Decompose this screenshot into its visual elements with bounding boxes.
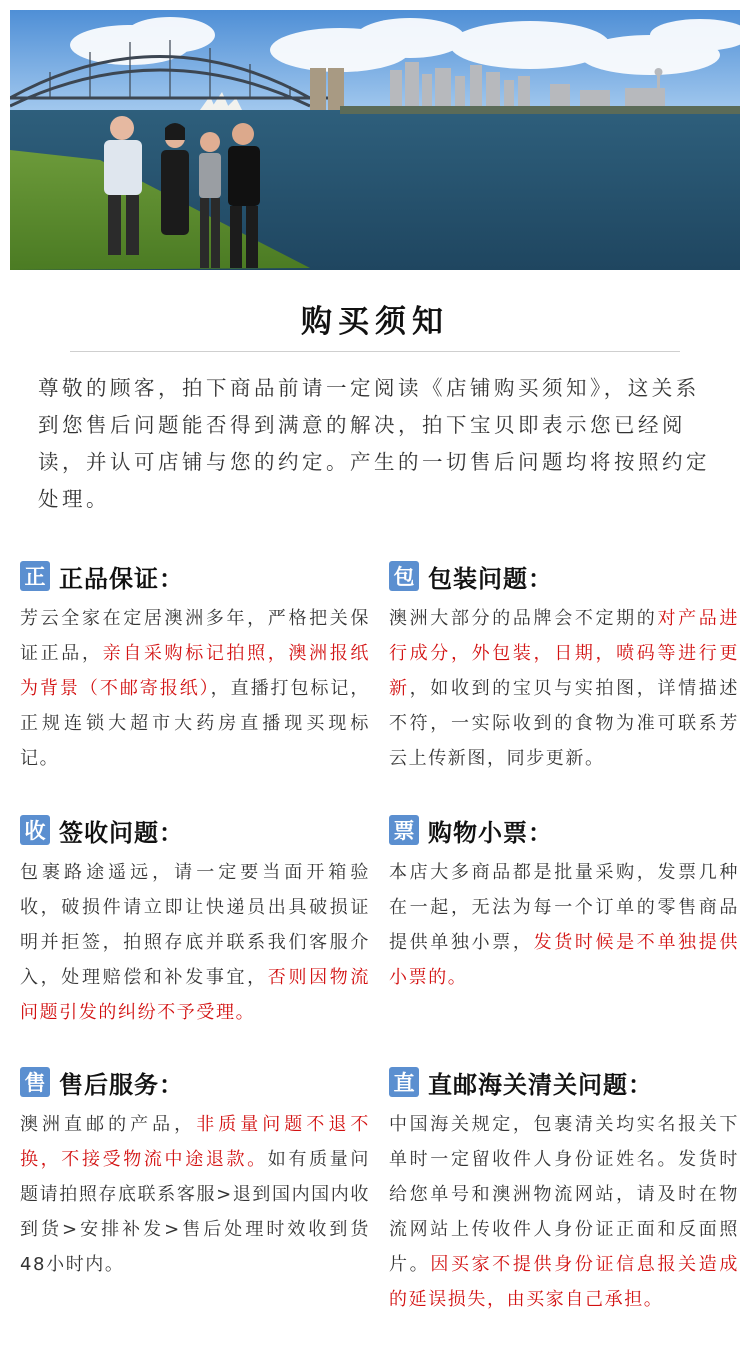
section-body	[20, 601, 370, 776]
intro-text: 尊敬的顾客，拍下商品前请一定阅读《店铺购买须知》，这关系到您售后问题能否得到满意的解决，拍下宝贝即表示您已经阅读，并认可店铺与您的约定。产生的一切售后问题均将按照约定处理。	[38, 376, 710, 511]
body-text: 澳洲直邮的产品，	[20, 1114, 197, 1135]
section-receiving	[20, 810, 370, 1030]
section-title: 包装问题：	[428, 564, 553, 593]
body-text: 澳洲大部分的品牌会不定期的	[389, 608, 658, 629]
body-text: ，如收到的宝贝与实拍图，详情描述不符，一实际收到的食物为准可联系芳云上传新图，同步更新。	[389, 678, 739, 769]
section-customs	[389, 1062, 739, 1317]
highlight-text: 非质量问题不退不换，不接受物流中途退款。	[20, 1114, 370, 1170]
section-after-sales	[20, 1062, 370, 1282]
highlight-text: 否则因物流问题引发的纠纷不予受理。	[20, 967, 370, 1023]
section-title: 签收问题：	[59, 818, 184, 847]
body-text: 芳云全家在定居澳洲多年，严格把关保证正品，	[20, 608, 370, 664]
section-body	[20, 1107, 370, 1282]
badge-icon: 直	[389, 1067, 419, 1097]
title-divider	[70, 351, 680, 352]
highlight-text: 亲自采购标记拍照，澳洲报纸为背景（不邮寄报纸）	[20, 643, 370, 699]
section-body	[389, 601, 739, 776]
body-text: 本店大多商品都是批量采购，发票几种在一起，无法为每一个订单的零售商品提供单独小票，	[389, 862, 739, 953]
section-title: 售后服务：	[59, 1070, 184, 1099]
section-body	[389, 1107, 739, 1317]
page-title: 购买须知	[301, 304, 449, 340]
section-body	[389, 855, 739, 995]
section-packaging	[389, 556, 739, 776]
section-receipt	[389, 810, 739, 995]
badge-icon: 包	[389, 561, 419, 591]
badge-icon: 售	[20, 1067, 50, 1097]
body-text: 如有质量问题请拍照存底联系客服>退到国内国内收到货>安排补发>售后处理时效收到货48小时内。	[20, 1149, 370, 1275]
body-text: 中国海关规定，包裹清关均实名报关下单时一定留收件人身份证姓名。发货时给您单号和澳洲物流网站，请及时在物流网站上传收件人身份证正面和反面照片。	[389, 1114, 739, 1275]
highlight-text: 因买家不提供身份证信息报关造成的延误损失，由买家自己承担。	[389, 1254, 740, 1310]
section-body	[20, 855, 370, 1030]
section-title: 直邮海关清关问题：	[428, 1070, 653, 1099]
section-title: 正品保证：	[59, 564, 184, 593]
badge-icon: 票	[389, 815, 419, 845]
section-title: 购物小票：	[428, 818, 553, 847]
section-authenticity	[20, 556, 370, 776]
badge-icon: 正	[20, 561, 50, 591]
badge-icon: 收	[20, 815, 50, 845]
hero-photo	[10, 10, 740, 270]
highlight-text: 对产品进行成分，外包装，日期，喷码等进行更新	[389, 608, 739, 699]
highlight-text: 发货时候是不单独提供小票的。	[389, 932, 740, 988]
body-text: 包裹路途遥远，请一定要当面开箱验收，破损件请立即让快递员出具破损证明并拒签，拍照存底并联系我们客服介入，处理赔偿和补发事宜，	[20, 862, 370, 988]
harbour-family-photo	[10, 10, 740, 270]
body-text: ，直播打包标记，正规连锁大超市大药房直播现买现标记。	[20, 678, 370, 769]
